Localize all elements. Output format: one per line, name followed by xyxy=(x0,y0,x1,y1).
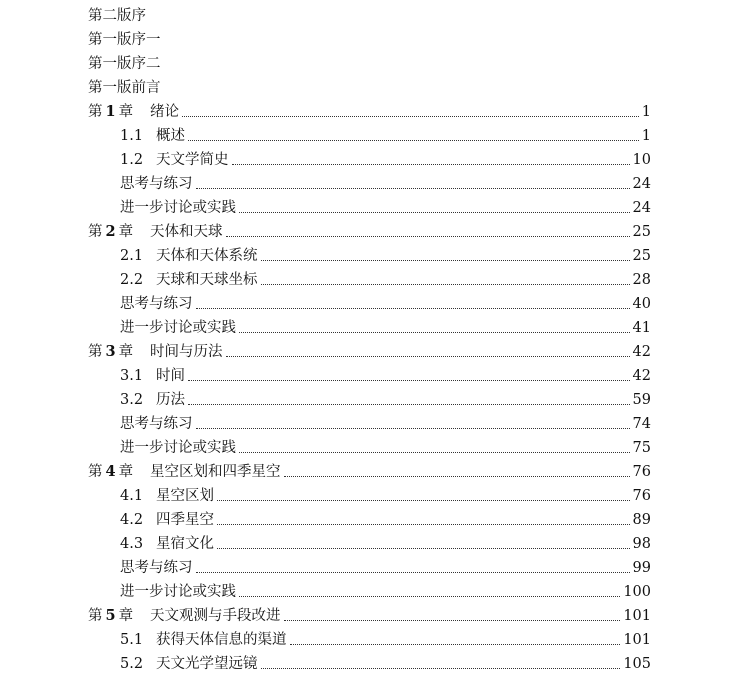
dot-leader xyxy=(261,668,621,669)
toc-section-row[interactable] xyxy=(88,652,651,676)
page-number: 105 xyxy=(623,656,651,672)
page-number: 75 xyxy=(632,440,651,456)
chapter-number-value: 3 xyxy=(105,343,116,360)
toc-entry-title: 第一版序二 xyxy=(88,56,161,72)
dot-leader xyxy=(188,140,639,141)
toc-entry-title: 天球和天球坐标 xyxy=(156,272,258,288)
page-number: 42 xyxy=(632,344,651,360)
toc-entry-title: 进一步讨论或实践 xyxy=(120,200,236,216)
section-number: 5.1 xyxy=(120,632,144,648)
page-number: 28 xyxy=(632,272,651,288)
chapter-number-suffix: 章 xyxy=(118,464,134,480)
toc-section-row[interactable] xyxy=(88,508,651,532)
toc-entry-title: 思考与练习 xyxy=(120,560,193,576)
toc-extra-row[interactable] xyxy=(88,580,651,604)
section-number: 1.2 xyxy=(120,152,144,168)
chapter-number-prefix: 第 xyxy=(88,608,103,624)
page-number: 99 xyxy=(632,560,651,576)
dot-leader xyxy=(196,308,630,309)
toc-chapter-row[interactable] xyxy=(88,604,651,628)
chapter-number-suffix: 章 xyxy=(118,608,134,624)
dot-leader xyxy=(239,212,630,213)
toc-entry-title: 天文观测与手段改进 xyxy=(150,608,281,624)
dot-leader xyxy=(217,500,630,501)
chapter-number-suffix: 章 xyxy=(118,104,134,120)
toc-entry-title: 星宿文化 xyxy=(156,536,214,552)
dot-leader xyxy=(196,572,630,573)
toc-section-row[interactable] xyxy=(88,388,651,412)
dot-leader xyxy=(261,260,630,261)
page-number: 76 xyxy=(632,488,651,504)
chapter-number xyxy=(88,220,150,244)
page-number: 101 xyxy=(623,608,651,624)
dot-leader xyxy=(188,380,630,381)
page-number: 24 xyxy=(632,200,651,216)
dot-leader xyxy=(284,620,621,621)
toc-extra-row[interactable] xyxy=(88,172,651,196)
chapter-number-suffix: 章 xyxy=(118,344,134,360)
dot-leader xyxy=(239,452,630,453)
chapter-number xyxy=(88,340,150,364)
chapter-number-suffix: 章 xyxy=(118,224,134,240)
toc-section-row[interactable] xyxy=(88,364,651,388)
toc-entry-title: 进一步讨论或实践 xyxy=(120,320,236,336)
chapter-number-prefix: 第 xyxy=(88,104,103,120)
section-number: 1.1 xyxy=(120,128,144,144)
chapter-number xyxy=(88,604,150,628)
toc-entry-title: 思考与练习 xyxy=(120,176,193,192)
page-number: 98 xyxy=(632,536,651,552)
dot-leader xyxy=(290,644,621,645)
dot-leader xyxy=(261,284,630,285)
page-number: 25 xyxy=(632,248,651,264)
toc-section-row[interactable] xyxy=(88,484,651,508)
page-number: 101 xyxy=(623,632,651,648)
chapter-number xyxy=(88,460,150,484)
section-number: 4.3 xyxy=(120,536,144,552)
page-number: 89 xyxy=(632,512,651,528)
toc-entry-title: 绪论 xyxy=(150,104,179,120)
dot-leader xyxy=(217,548,630,549)
toc-section-row[interactable] xyxy=(88,124,651,148)
toc-extra-row[interactable] xyxy=(88,436,651,460)
toc-entry-title: 获得天体信息的渠道 xyxy=(156,632,287,648)
dot-leader xyxy=(232,164,630,165)
dot-leader xyxy=(182,116,639,117)
toc-section-row[interactable] xyxy=(88,532,651,556)
toc-chapter-row[interactable] xyxy=(88,460,651,484)
dot-leader xyxy=(239,332,630,333)
page-number: 100 xyxy=(623,584,651,600)
chapter-number-value: 4 xyxy=(105,463,116,480)
toc-section-row[interactable] xyxy=(88,628,651,652)
toc-entry-title: 时间与历法 xyxy=(150,344,223,360)
page-number: 1 xyxy=(641,128,651,144)
chapter-number-value: 2 xyxy=(105,223,116,240)
toc-entry-title: 思考与练习 xyxy=(120,416,193,432)
toc-entry-title: 天文光学望远镜 xyxy=(156,656,258,672)
page-number: 76 xyxy=(632,464,651,480)
toc-section-row[interactable] xyxy=(88,268,651,292)
toc-entry-title: 四季星空 xyxy=(156,512,214,528)
page-number: 59 xyxy=(632,392,651,408)
dot-leader xyxy=(196,188,630,189)
dot-leader xyxy=(196,428,630,429)
dot-leader xyxy=(226,236,630,237)
toc-entry-title: 天体和天球 xyxy=(150,224,223,240)
page-number: 25 xyxy=(632,224,651,240)
section-number: 4.1 xyxy=(120,488,144,504)
page-number: 1 xyxy=(641,104,651,120)
page-number: 24 xyxy=(632,176,651,192)
section-number: 3.2 xyxy=(120,392,144,408)
page-number: 10 xyxy=(632,152,651,168)
dot-leader xyxy=(226,356,630,357)
front-matter-item[interactable] xyxy=(88,4,651,28)
dot-leader xyxy=(239,596,620,597)
table-of-contents xyxy=(88,4,651,676)
page-number: 42 xyxy=(632,368,651,384)
toc-extra-row[interactable] xyxy=(88,292,651,316)
page-number: 40 xyxy=(632,296,651,312)
chapter-number-value: 5 xyxy=(105,607,116,624)
section-number: 2.1 xyxy=(120,248,144,264)
toc-extra-row[interactable] xyxy=(88,316,651,340)
page-number: 74 xyxy=(632,416,651,432)
toc-extra-row[interactable] xyxy=(88,412,651,436)
toc-entry-title: 星空区划和四季星空 xyxy=(150,464,281,480)
section-number: 2.2 xyxy=(120,272,144,288)
toc-entry-title: 进一步讨论或实践 xyxy=(120,440,236,456)
chapter-number-prefix: 第 xyxy=(88,344,103,360)
chapter-number-prefix: 第 xyxy=(88,224,103,240)
toc-chapter-row[interactable] xyxy=(88,100,651,124)
toc-entry-title: 第一版序一 xyxy=(88,32,161,48)
dot-leader xyxy=(284,476,630,477)
toc-entry-title: 思考与练习 xyxy=(120,296,193,312)
toc-chapter-row[interactable] xyxy=(88,220,651,244)
toc-entry-title: 第二版序 xyxy=(88,8,146,24)
section-number: 5.2 xyxy=(120,656,144,672)
toc-entry-title: 天体和天体系统 xyxy=(156,248,258,264)
dot-leader xyxy=(217,524,630,525)
toc-entry-title: 天文学简史 xyxy=(156,152,229,168)
front-matter-item[interactable] xyxy=(88,28,651,52)
toc-entry-title: 第一版前言 xyxy=(88,80,161,96)
toc-entry-title: 星空区划 xyxy=(156,488,214,504)
toc-entry-title: 概述 xyxy=(156,128,185,144)
chapter-number-value: 1 xyxy=(105,103,116,120)
toc-entry-title: 历法 xyxy=(156,392,185,408)
section-number: 4.2 xyxy=(120,512,144,528)
front-matter-item[interactable] xyxy=(88,52,651,76)
section-number: 3.1 xyxy=(120,368,144,384)
toc-entry-title: 进一步讨论或实践 xyxy=(120,584,236,600)
page-number: 41 xyxy=(632,320,651,336)
chapter-number xyxy=(88,100,150,124)
chapter-number-prefix: 第 xyxy=(88,464,103,480)
toc-entry-title: 时间 xyxy=(156,368,185,384)
toc-section-row[interactable] xyxy=(88,244,651,268)
toc-extra-row[interactable] xyxy=(88,556,651,580)
toc-chapter-row[interactable] xyxy=(88,340,651,364)
toc-section-row[interactable] xyxy=(88,148,651,172)
dot-leader xyxy=(188,404,630,405)
toc-extra-row[interactable] xyxy=(88,196,651,220)
front-matter-item[interactable] xyxy=(88,76,651,100)
